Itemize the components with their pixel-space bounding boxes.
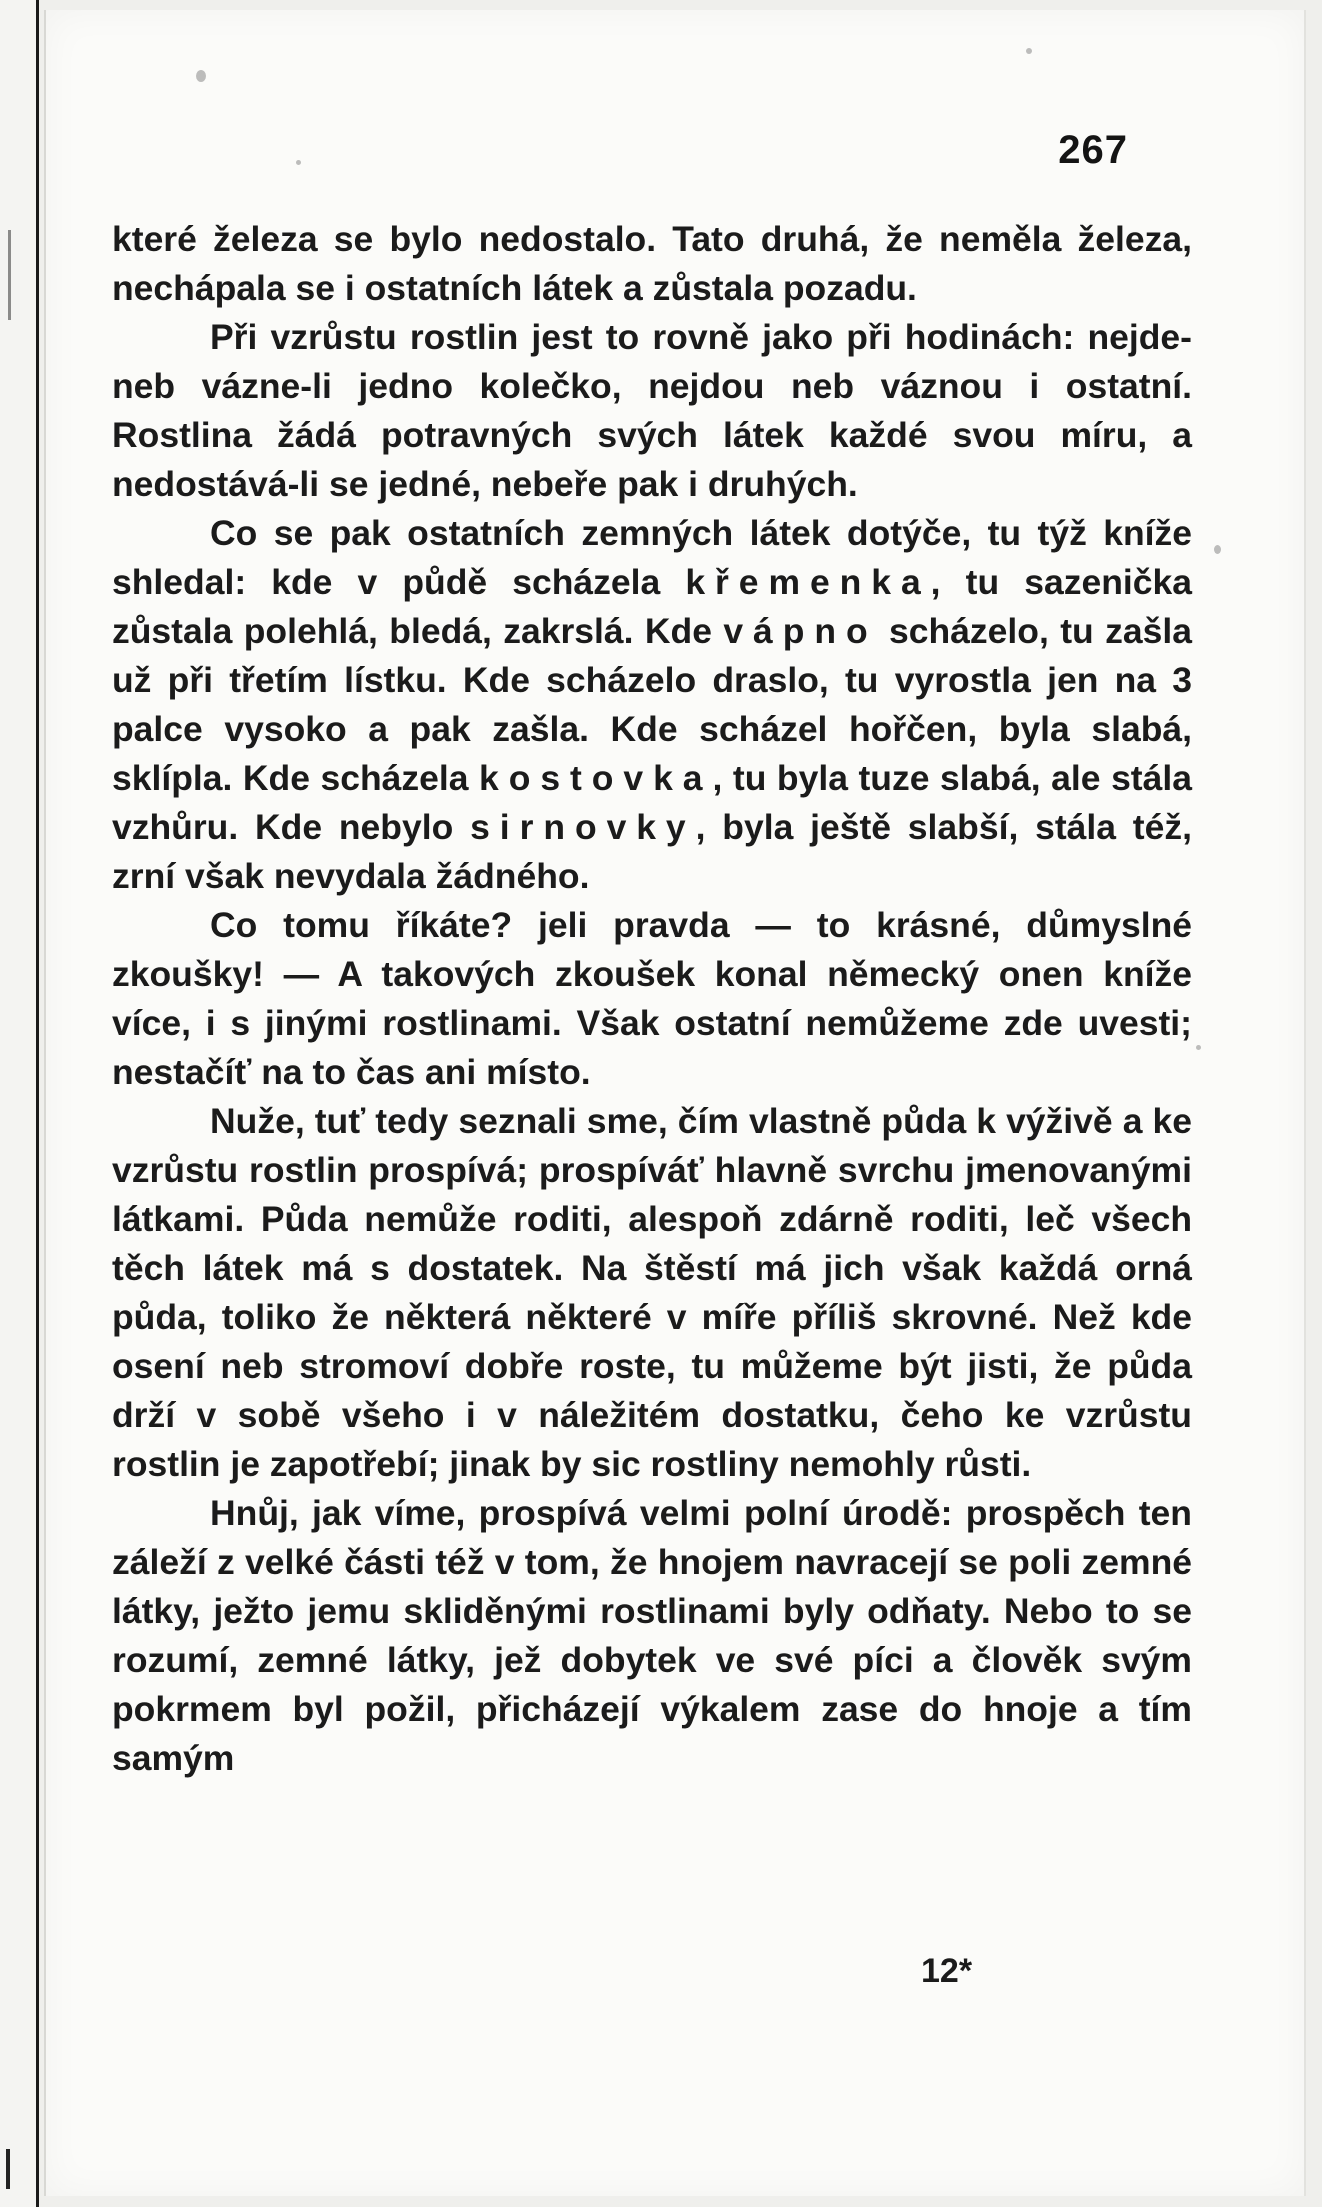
page-number: 267	[1058, 128, 1128, 172]
text-segment: , tu byla tuze slabá, ale stála vzhůru. Kde nebylo	[112, 758, 1192, 847]
text-segment: Hnůj, jak víme, prospívá velmi polní úrodě: prospěch ten záleží z velké části též v tom, že hnojem navracejí se poli zemné látky, ježto jemu skliděnými rostlinami byly odňaty. Nebo to se rozumí, zemné látky, jež dobytek ve své píci a člověk svým pokrmem byl požil, přicházejí výkalem zase do hnoje a tím samým	[112, 1493, 1192, 1778]
printer-signature-mark: 12*	[921, 1952, 973, 1990]
emphasized-term: křemenka	[685, 562, 931, 602]
text-segment: Při vzrůstu rostlin jest to rovně jako při hodinách: nejde- neb vázne-li jedno kolečko, nejdou neb váznou i ostatní. Rostlina žádá potravných svých látek každé svou míru, a nedostává-li se jedné, nebeře pak i druhých.	[112, 317, 1192, 504]
book-page	[44, 10, 1306, 2196]
text-segment: , byla ještě slabší, stála též, zrní však nevydala žádného.	[112, 807, 1192, 896]
paper-speck	[1196, 1045, 1201, 1050]
emphasized-term: vápno	[723, 611, 878, 651]
paper-speck	[296, 160, 301, 165]
previous-page-edge	[0, 0, 39, 2207]
paragraph-p2	[112, 313, 1192, 509]
text-segment: scházelo, tu zašla už při třetím lístku. Kde scházelo draslo, tu vyrostla jen na 3 palce vysoko a pak zašla. Kde scházel hořčen, byla slabá, sklípla. Kde scházela	[112, 611, 1192, 798]
text-segment: Nuže, tuť tedy seznali sme, čím vlastně půda k výživě a ke vzrůstu rostlin prospívá; prospíváť hlavně svrchu jmenovanými látkami. Půda nemůže roditi, alespoň zdárně roditi, leč všech těch látek má s dostatek. Na štěstí má jich však každá orná půda, toliko že některá některé v míře příliš skrovné. Než kde osení neb stromoví dobře roste, tu můžeme být jisti, že půda drží v sobě všeho i v náležitém dostatku, čeho ke vzrůstu rostlin je zapotřebí; jinak by sic rostliny nemohly růsti.	[112, 1101, 1192, 1484]
paragraph-p6	[112, 1489, 1192, 1783]
text-segment: Co tomu říkáte? jeli pravda — to krásné, důmyslné zkoušky! — A takových zkoušek konal německý onen kníže více, i s jinými rostlinami. Však ostatní nemůžeme zde uvesti; nestačíť na to čas ani místo.	[112, 905, 1192, 1092]
paper-speck	[1026, 48, 1032, 54]
text-segment: , tu sazenička zůstala polehlá, bledá, zakrslá. Kde	[112, 562, 1192, 651]
paragraph-p5	[112, 1097, 1192, 1489]
emphasized-term: sirnovky	[470, 807, 696, 847]
emphasized-term: kostovka	[479, 758, 713, 798]
body-text	[112, 215, 1192, 1783]
paper-speck	[196, 70, 206, 82]
paragraph-p4	[112, 901, 1192, 1097]
paragraph-p3	[112, 509, 1192, 901]
text-segment: které železa se bylo nedostalo. Tato druhá, že neměla železa, nechápala se i ostatních látek a zůstala pozadu.	[112, 219, 1192, 308]
paper-speck	[1214, 545, 1221, 554]
text-segment: Co se pak ostatních zemných látek dotýče, tu týž kníže shledal: kde v půdě scházela	[112, 513, 1192, 602]
paragraph-p1	[112, 215, 1192, 313]
binding-mark	[6, 2149, 10, 2189]
